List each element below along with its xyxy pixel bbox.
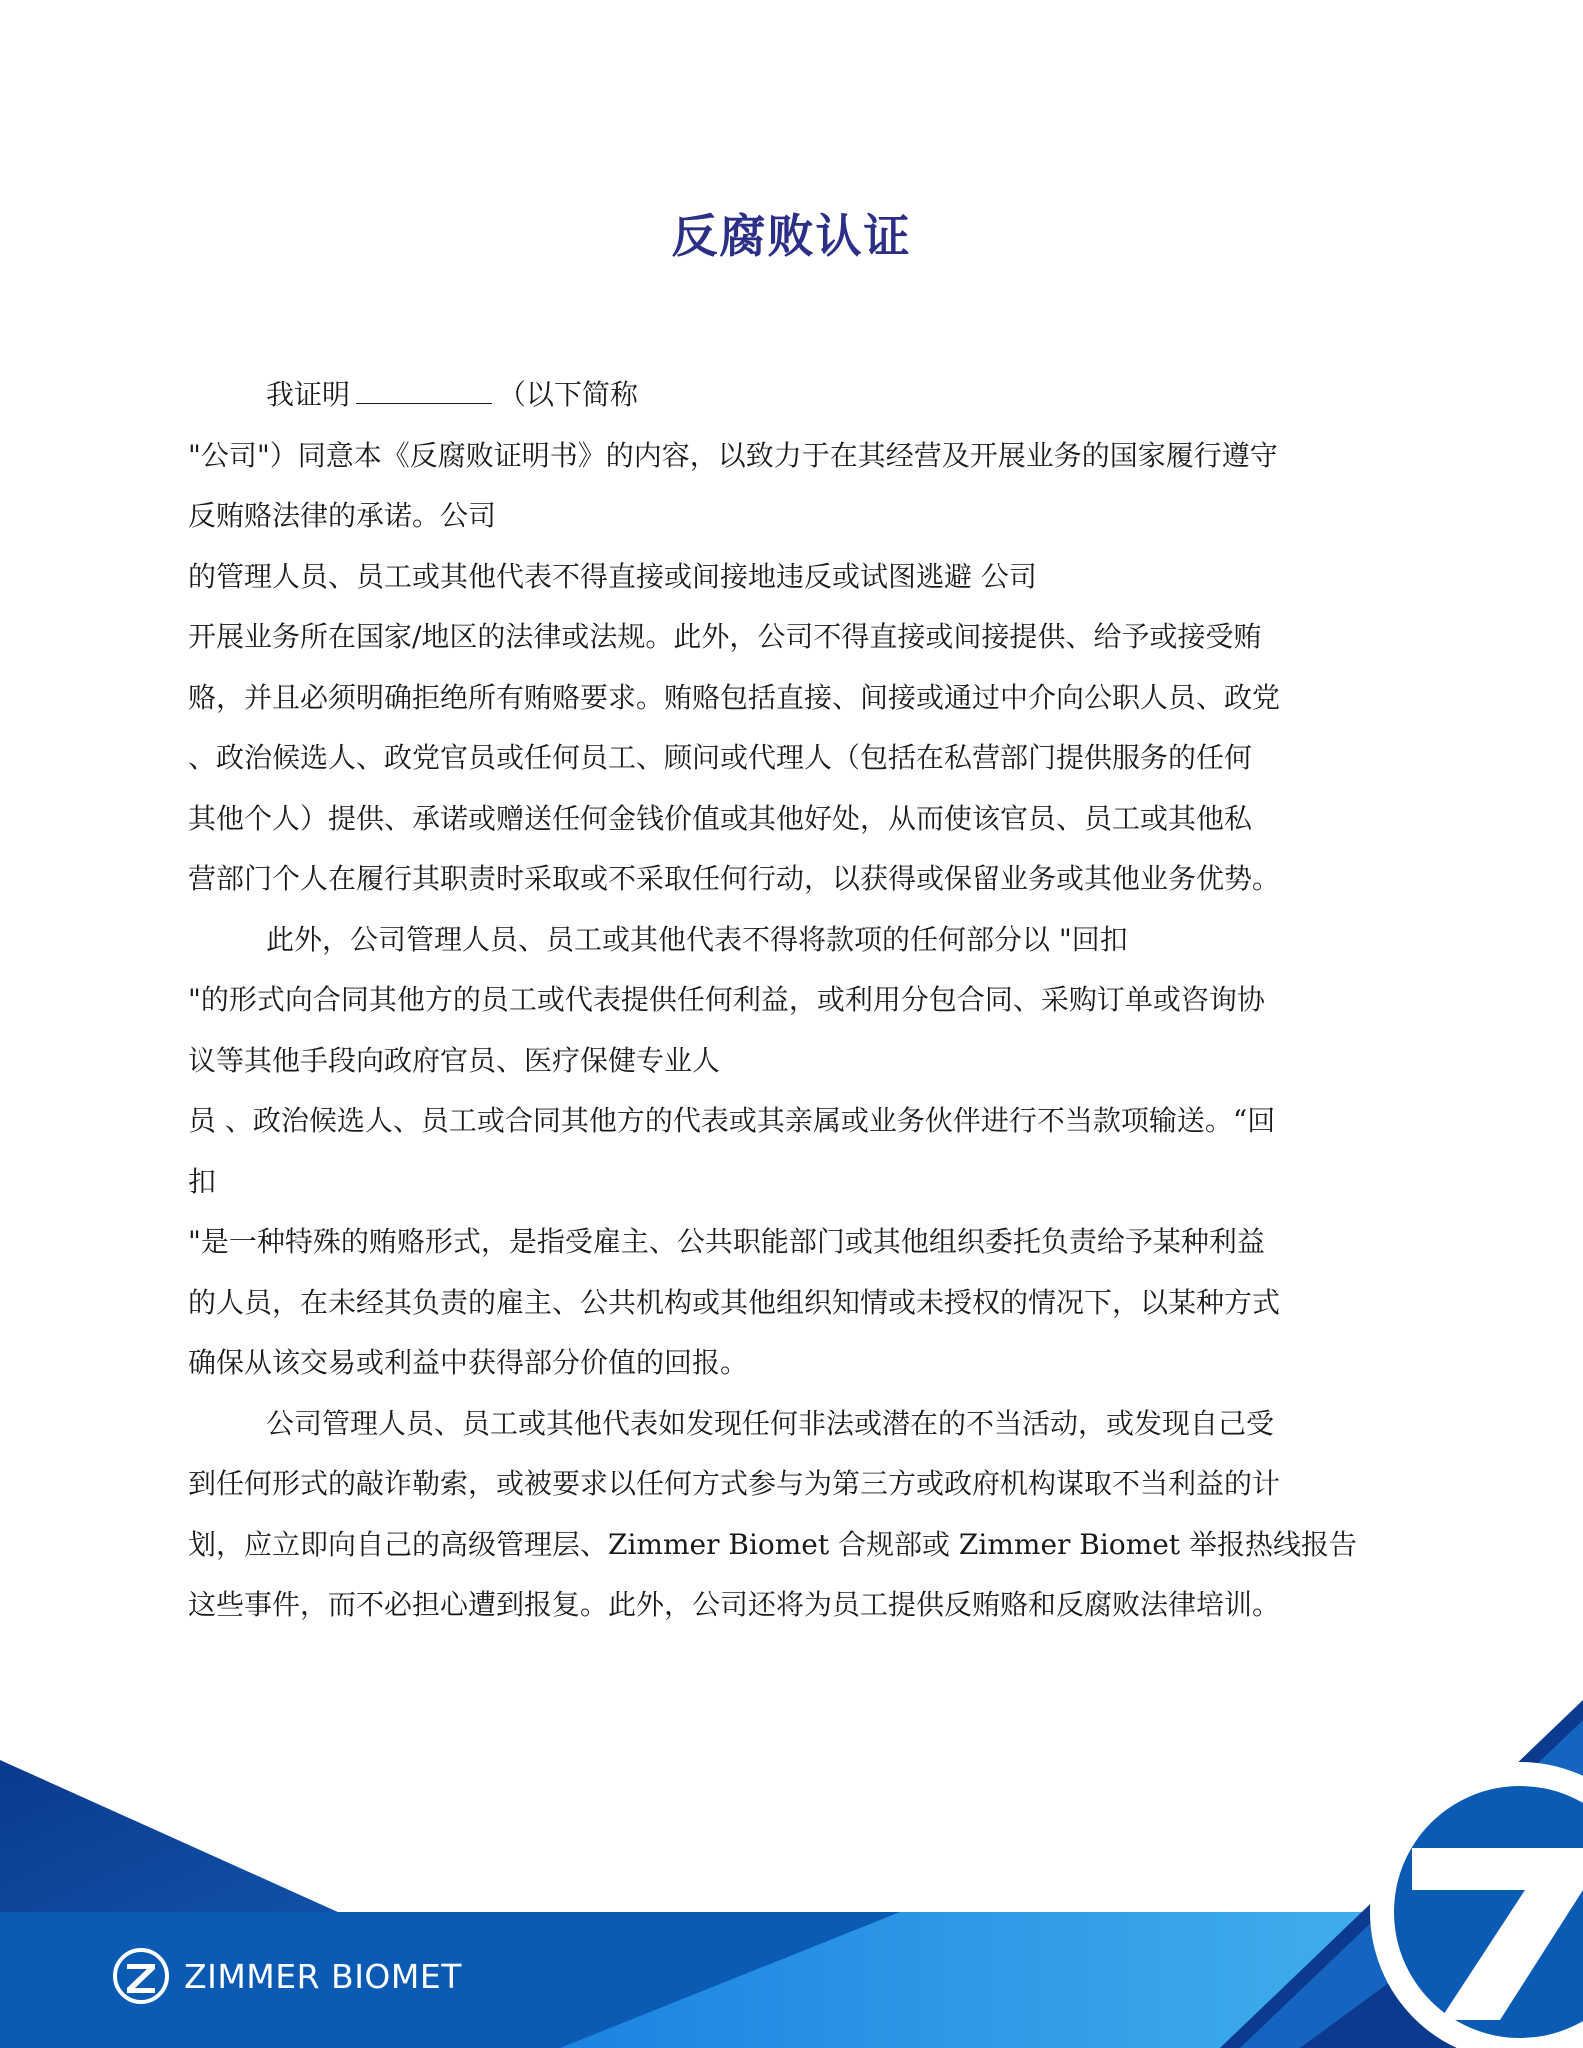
paragraph-line: 的人员，在未经其负责的雇主、公共机构或其他组织知情或未授权的情况下，以某种方式: [188, 1285, 1281, 1319]
paragraph-line: 公司管理人员、员工或其他代表如发现任何非法或潜在的不当活动，或发现自己受: [266, 1406, 1275, 1440]
paragraph-1: [188, 365, 1398, 910]
paragraph-line: 此外，公司管理人员、员工或其他代表不得将款项的任何部分以 "回扣: [266, 922, 1128, 956]
paragraph-line: 员 、政治候选人、员工或合同其他方的代表或其亲属或业务伙伴进行不当款项输送。“回: [188, 1104, 1276, 1137]
paragraph-line: 这些事件，而不必担心遭到报复。此外，公司还将为员工提供反贿赂和反腐败法律培训。: [188, 1588, 1281, 1621]
line-text: （以下简称: [498, 378, 639, 411]
brand-logo: [112, 1946, 462, 2006]
paragraph-line: 的管理人员、员工或其他代表不得直接或间接地违反或试图逃避 公司: [188, 559, 1037, 593]
paragraph-line: 营部门个人在履行其职责时采取或不采取任何行动，以获得或保留业务或其他业务优势。: [188, 862, 1281, 895]
paragraph-line: "的形式向合同其他方的员工或代表提供任何利益，或利用分包合同、采购订单或咨询协: [188, 983, 1265, 1016]
paragraph-line: 其他个人）提供、承诺或赠送任何金钱价值或其他好处，从而使该官员、员工或其他私: [188, 801, 1253, 835]
fill-in-blank: [356, 381, 492, 404]
paragraph-line: 到任何形式的敲诈勒索，或被要求以任何方式参与为第三方或政府机构谋取不当利益的计: [188, 1467, 1281, 1500]
paragraph-2: [188, 910, 1398, 1394]
paragraph-line: 扣: [188, 1164, 217, 1198]
zimmer-biomet-logo-icon: [112, 1947, 170, 2005]
document-body: [188, 365, 1398, 1636]
paragraph-line: 、政治候选人、政党官员或任何员工、顾问或代理人（包括在私营部门提供服务的任何: [188, 741, 1253, 774]
paragraph-line: "是一种特殊的贿赂形式，是指受雇主、公共职能部门或其他组织委托负责给予某种利益: [188, 1225, 1265, 1258]
paragraph-line: 议等其他手段向政府官员、医疗保健专业人: [188, 1043, 721, 1077]
paragraph-line: [188, 365, 1398, 426]
paragraph-3: [188, 1394, 1398, 1636]
paragraph-line: 反贿赂法律的承诺。公司: [188, 499, 497, 532]
paragraph-line: 赂，并且必须明确拒绝所有贿赂要求。贿赂包括直接、间接或通过中介向公职人员、政党: [188, 680, 1281, 714]
paragraph-line: 开展业务所在国家/地区的法律或法规。此外，公司不得直接或间接提供、给予或接受贿: [188, 620, 1262, 653]
paragraph-line: 划，应立即向自己的高级管理层、Zimmer Biomet 合规部或 Zimmer Biomet 举报热线报告: [188, 1527, 1357, 1561]
line-text: 我证明: [266, 378, 351, 411]
brand-name: ZIMMER BIOMET: [184, 1956, 462, 1996]
paragraph-line: "公司"）同意本《反腐败证明书》的内容，以致力于在其经营及开展业务的国家履行遵守: [188, 438, 1278, 472]
document-title: 反腐败认证: [671, 209, 912, 263]
paragraph-line: 确保从该交易或利益中获得部分价值的回报。: [188, 1346, 749, 1379]
